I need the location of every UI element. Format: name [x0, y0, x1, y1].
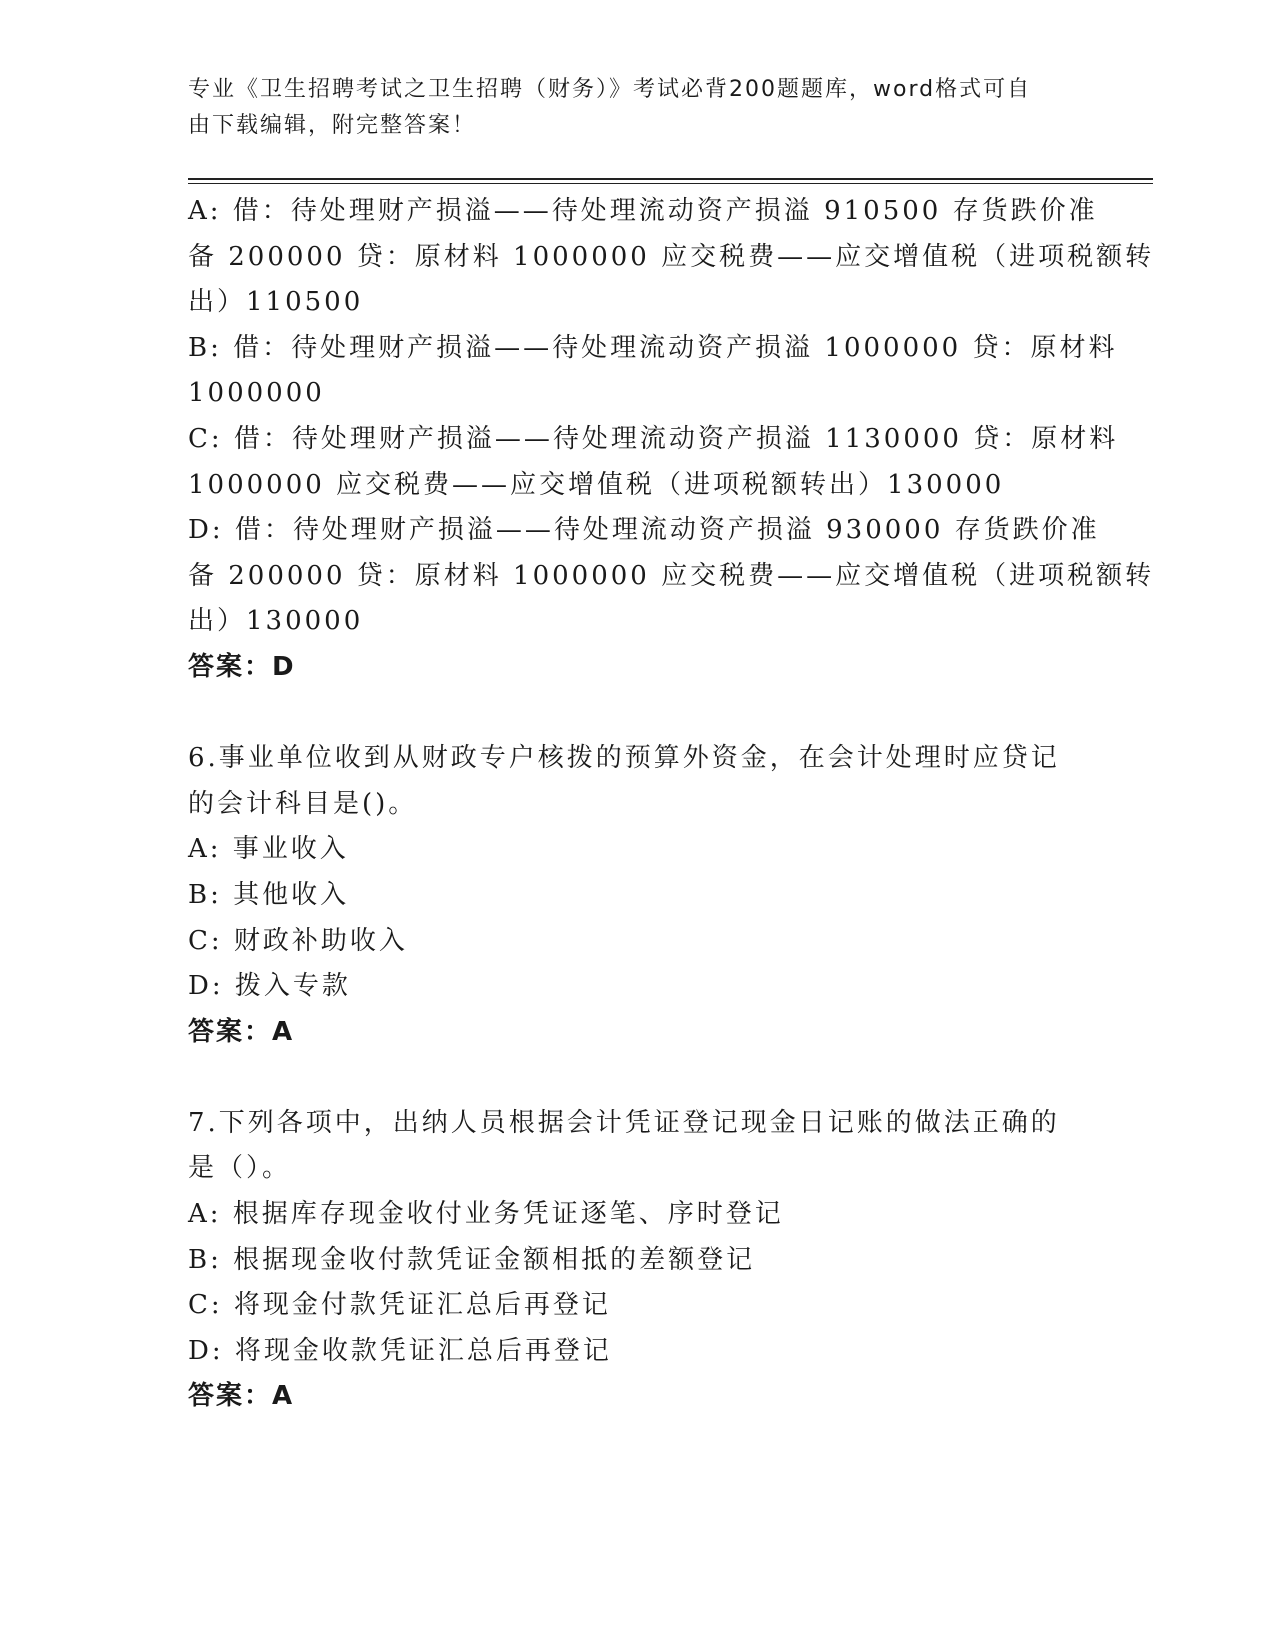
q5-option-d-line: 出）130000	[188, 606, 364, 637]
header-line-1: 专业《卫生招聘考试之卫生招聘（财务）》考试必背200题题库，word格式可自	[188, 77, 1032, 102]
spacer	[188, 691, 1088, 737]
document-header	[188, 72, 1088, 144]
q6-option-c: C: 财政补助收入	[188, 925, 408, 956]
q5-answer: 答案：D	[188, 651, 296, 682]
q7-stem-line: 是（）。	[188, 1153, 292, 1184]
question-6-block	[188, 736, 1088, 1055]
q5-option-c-line: C: 借：待处理财产损溢——待处理流动资产损溢 1130000 贷：原材料	[188, 423, 1119, 454]
question-7-block	[188, 1101, 1088, 1420]
q6-option-d: D: 拨入专款	[188, 971, 351, 1002]
q7-option-c: C: 将现金付款凭证汇总后再登记	[188, 1290, 611, 1321]
q7-option-a: A: 根据库存现金收付业务凭证逐笔、序时登记	[188, 1199, 784, 1230]
q5-option-d-line: D: 借：待处理财产损溢——待处理流动资产损溢 930000 存货跌价准	[188, 515, 1100, 546]
document-body	[188, 189, 1155, 1420]
q6-stem-line: 6.事业单位收到从财政专户核拨的预算外资金，在会计处理时应贷记	[188, 743, 1060, 774]
header-line-2: 由下载编辑，附完整答案！	[188, 113, 477, 138]
q5-option-a-line: 出）110500	[188, 287, 364, 318]
q5-option-a	[188, 189, 1155, 326]
q6-answer: 答案：A	[188, 1016, 295, 1047]
q5-option-b-line: B: 借：待处理财产损溢——待处理流动资产损溢 1000000 贷：原材料	[188, 332, 1118, 363]
q7-answer: 答案：A	[188, 1381, 295, 1412]
header-divider-thick	[188, 178, 1153, 180]
q7-stem-line: 7.下列各项中，出纳人员根据会计凭证登记现金日记账的做法正确的	[188, 1107, 1060, 1138]
q7-option-d: D: 将现金收款凭证汇总后再登记	[188, 1335, 612, 1366]
q6-option-b: B: 其他收入	[188, 879, 350, 910]
q6-option-a: A: 事业收入	[188, 834, 349, 865]
spacer	[188, 1055, 1088, 1101]
q6-stem-line: 的会计科目是()。	[188, 788, 418, 819]
q5-option-b	[188, 326, 1118, 417]
q5-option-b-line: 1000000	[188, 378, 325, 409]
q5-option-c-line: 1000000 应交税费——应交增值税（进项税额转出）130000	[188, 469, 1005, 500]
q5-option-c	[188, 417, 1119, 508]
header-divider-thin	[188, 183, 1153, 184]
q5-option-a-line: A: 借：待处理财产损溢——待处理流动资产损溢 910500 存货跌价准	[188, 196, 1098, 226]
question-5-block	[188, 189, 1155, 691]
q7-option-b: B: 根据现金收付款凭证金额相抵的差额登记	[188, 1244, 756, 1275]
q5-option-d-line: 备 200000 贷：原材料 1000000 应交税费——应交增值税（进项税额转	[188, 560, 1155, 591]
q5-option-a-line: 备 200000 贷：原材料 1000000 应交税费——应交增值税（进项税额转	[188, 241, 1155, 272]
q5-option-d	[188, 508, 1155, 645]
